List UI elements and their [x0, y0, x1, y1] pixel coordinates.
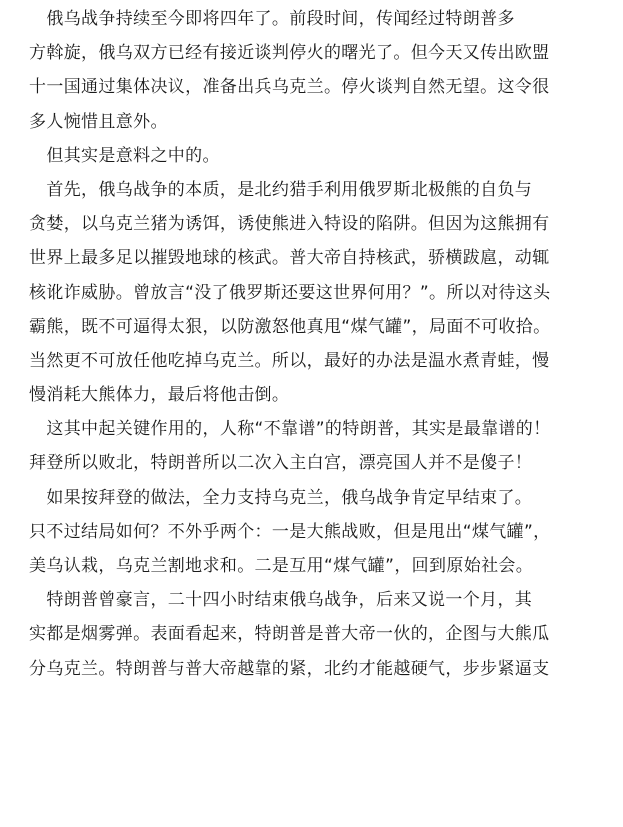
text-line: 世界上最多足以摧毁地球的核武。普大帝自持核武，骄横跋扈，动辄: [29, 248, 550, 269]
text-line: 方斡旋，俄乌双方已经有接近谈判停火的曙光了。但今天又传出欧盟: [29, 43, 550, 64]
text-line: 但其实是意料之中的。: [29, 145, 220, 166]
text-line: 实都是烟雾弹。表面看起来，特朗普是普大帝一伙的，企图与大熊瓜: [29, 624, 550, 645]
text-line: 美乌认栽，乌克兰割地求和。二是互用“煤气罐”，回到原始社会。: [29, 556, 534, 576]
text-line: 分乌克兰。特朗普与普大帝越靠的紧，北约才能越硬气，步步紧逼支: [29, 658, 550, 679]
document-body: [29, 0, 595, 686]
text-line: 霸熊，既不可逼得太狠，以防激怒他真甩“煤气罐”，局面不可收拾。: [29, 316, 551, 337]
text-line: 俄乌战争持续至今即将四年了。前段时间，传闻经过特朗普多: [29, 9, 515, 29]
text-line: 慢消耗大熊体力，最后将他击倒。: [29, 385, 290, 406]
text-line: 首先，俄乌战争的本质，是北约猎手利用俄罗斯北极熊的自负与: [29, 179, 533, 200]
text-line: 特朗普曾豪言，二十四小时结束俄乌战争，后来又说一个月，其: [29, 590, 533, 611]
text-line: 核讹诈威胁。曾放言“没了俄罗斯还要这世界何用？”。所以对待这头: [29, 282, 551, 303]
text-line: 如果按拜登的做法，全力支持乌克兰，俄乌战争肯定早结束了。: [29, 487, 533, 508]
text-line: 贪婪，以乌克兰猪为诱饵，诱使熊进入特设的陷阱。但因为这熊拥有: [29, 214, 550, 235]
text-line: 当然更不可放任他吃掉乌克兰。所以，最好的办法是温水煮青蛙，慢: [29, 350, 550, 371]
text-line: 只不过结局如何？不外乎两个：一是大熊战败，但是甩出“煤气罐”，: [29, 521, 551, 542]
text-line: 多人惋惜且意外。: [29, 111, 168, 132]
text-line: 十一国通过集体决议，准备出兵乌克兰。停火谈判自然无望。这令很: [29, 77, 550, 98]
text-line: 这其中起关键作用的，人称“不靠谱”的特朗普，其实是最靠谱的！: [29, 419, 551, 440]
text-line: 拜登所以败北，特朗普所以二次入主白宫，漂亮国人并不是傻子！: [29, 453, 533, 474]
